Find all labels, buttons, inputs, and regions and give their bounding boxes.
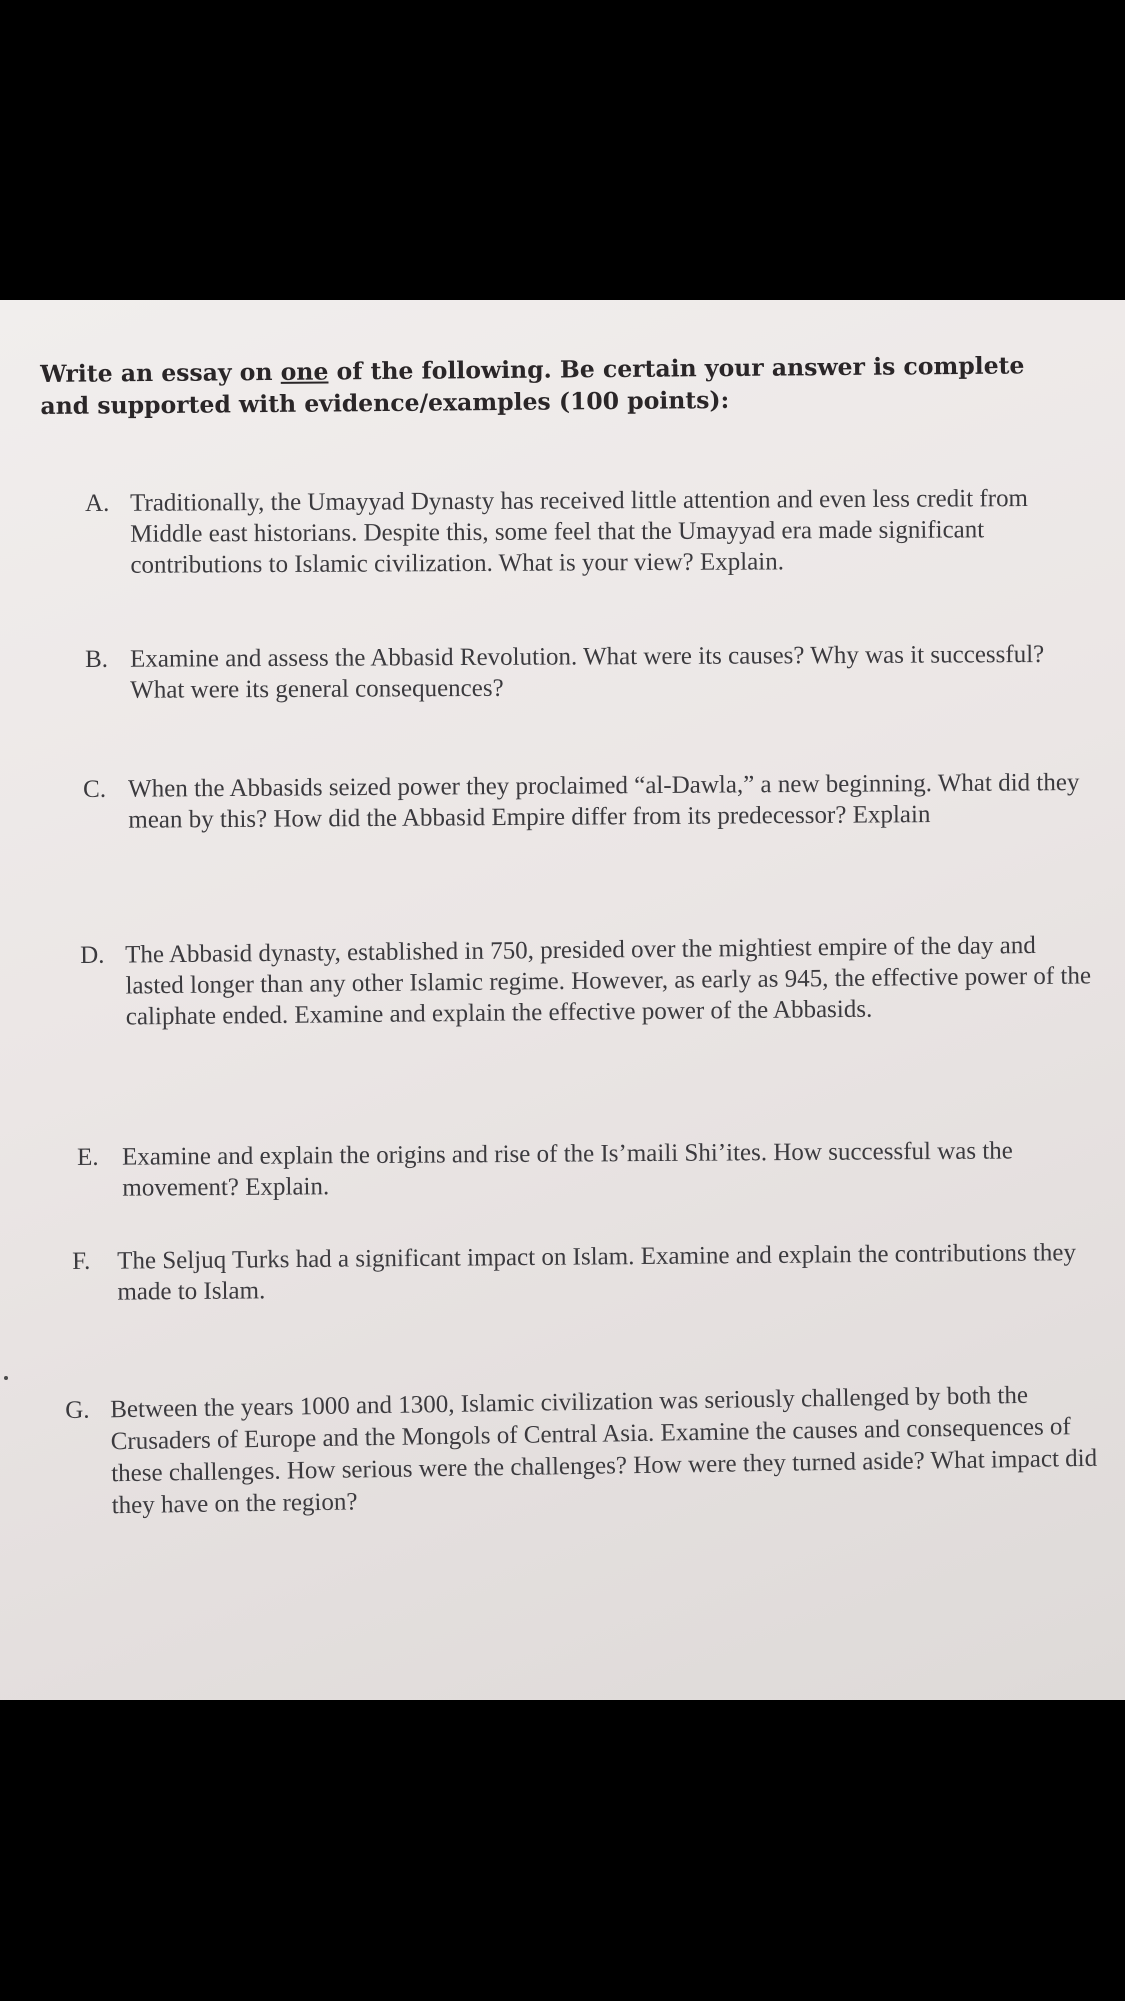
question-a [85, 483, 1070, 581]
question-letter: D. [80, 941, 105, 969]
question-b [85, 639, 1080, 706]
question-f [72, 1237, 1093, 1308]
question-text: The Seljuq Turks had a significant impact on Islam. Examine and explain the contributions they made to Islam. [117, 1239, 1077, 1306]
question-d [80, 929, 1101, 1033]
question-text: When the Abbasids seized power they proclaimed “al-Dawla,” a new beginning. What did they mean by this? How did the Abbasid Empire differ from its predecessor? Explain [128, 769, 1080, 834]
question-c [83, 767, 1083, 836]
question-text: The Abbasid dynasty, established in 750, presided over the mightiest empire of the day and lasted longer than any other Islamic regime. However, as early as 945, the effective power of the caliphate ended. Examine and explain the effective power of the Abbasids. [125, 931, 1092, 1031]
question-letter: F. [72, 1247, 91, 1275]
instructions-part2: of the following. Be certain your answer is complete and supported with evidence/examples (100 points): [40, 351, 1025, 420]
question-e [77, 1135, 1097, 1204]
question-letter: E. [77, 1143, 99, 1171]
question-g [65, 1379, 1107, 1523]
question-text: Traditionally, the Umayyad Dynasty has received little attention and even less credit from Middle east historians. Despite this, some feel that the Umayyad era made significant contributions to Islamic civilization. What is your view? Explain. [130, 485, 1029, 579]
question-letter: C. [83, 775, 107, 803]
exam-sheet [0, 300, 1125, 1700]
question-letter: A. [85, 489, 110, 517]
instructions-underlined-word: one [280, 357, 329, 386]
stray-mark [4, 1376, 8, 1380]
question-letter: B. [85, 645, 109, 673]
question-letter: G. [65, 1396, 90, 1424]
essay-instructions [40, 349, 1081, 422]
question-text: Examine and assess the Abbasid Revolution. What were its causes? Why was it successful? What were its general consequences? [130, 640, 1045, 704]
question-text: Between the years 1000 and 1300, Islamic civilization was seriously challenged by both the Crusaders of Europe and the Mongols of Central Asia. Examine the causes and consequences of these challenges. How serious were the challenges? How were they turned aside? What impact did they have on the region? [110, 1381, 1098, 1520]
question-text: Examine and explain the origins and rise of the Is’maili Shi’ites. How successful was the movement? Explain. [122, 1137, 1013, 1202]
instructions-part1: Write an essay on [40, 357, 281, 388]
